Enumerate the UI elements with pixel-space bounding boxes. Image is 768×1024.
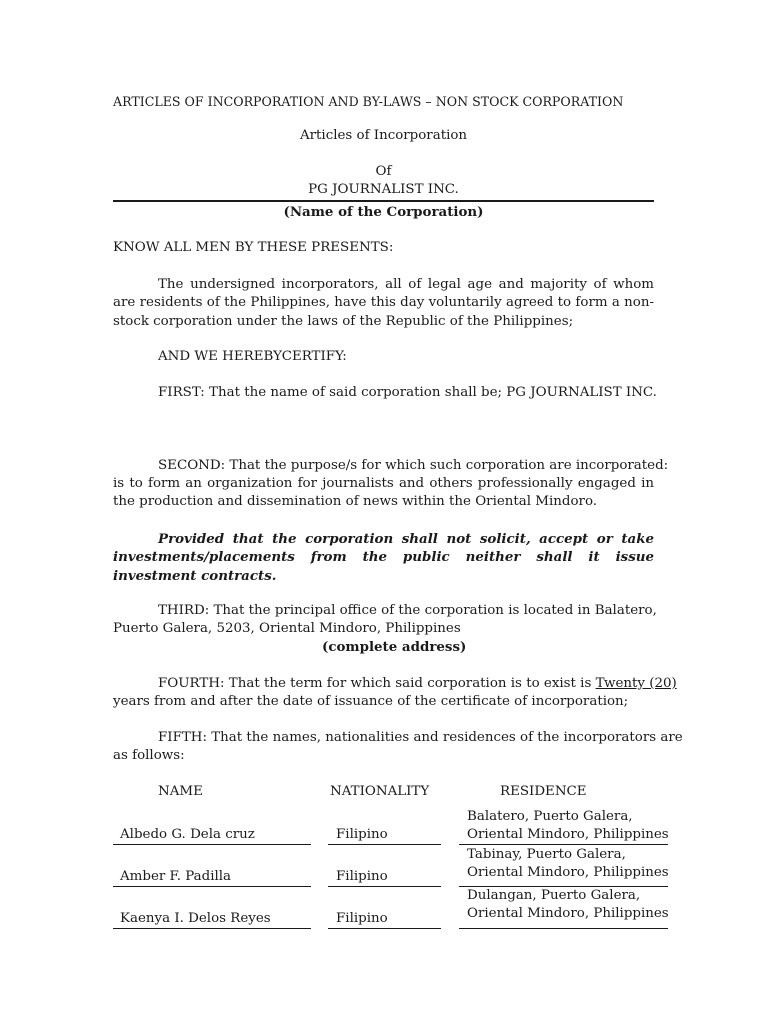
- incorporator-nationality: Filipino: [336, 869, 388, 884]
- col-header-residence: RESIDENCE: [500, 784, 587, 799]
- article-third-line2: Puerto Galera, 5203, Oriental Mindoro, Philippines: [113, 621, 461, 636]
- article-fourth-line1: [158, 675, 677, 693]
- know-all-heading: KNOW ALL MEN BY THESE PRESENTS:: [113, 240, 394, 255]
- document-title: Articles of Incorporation: [299, 128, 468, 143]
- article-third-line1: THIRD: That the principal office of the corporation is located in Balatero,: [158, 603, 657, 618]
- fourth-prefix: FOURTH: That the term for which said corporation is to exist is: [158, 676, 596, 691]
- incorporator-name: Kaenya I. Delos Reyes: [120, 911, 271, 926]
- article-fourth-line2: years from and after the date of issuance of the certificate of incorporation;: [113, 694, 629, 709]
- nationality-line: [328, 886, 441, 887]
- name-underline: [113, 200, 654, 202]
- article-fifth-line2: as follows:: [113, 748, 185, 763]
- certify-line: AND WE HEREBYCERTIFY:: [158, 349, 347, 364]
- incorporator-name: Amber F. Padilla: [120, 869, 232, 884]
- incorporator-nationality: Filipino: [336, 827, 388, 842]
- residence-line2: Oriental Mindoro, Philippines: [467, 827, 669, 842]
- incorporator-nationality: Filipino: [336, 911, 388, 926]
- residence-line: [459, 928, 668, 929]
- article-second-body: is to form an organization for journalists and others professionally engaged in the production and dissemination of news within the Oriental Mindoro.: [113, 476, 654, 510]
- corporation-name-caption: (Name of the Corporation): [283, 204, 484, 220]
- residence-line2: Oriental Mindoro, Philippines: [467, 906, 669, 921]
- name-signature-line: [113, 844, 311, 845]
- residence-line1: Balatero, Puerto Galera,: [467, 809, 633, 824]
- document-header: ARTICLES OF INCORPORATION AND BY-LAWS – NON STOCK CORPORATION: [113, 94, 624, 109]
- term-years: Twenty (20): [595, 676, 677, 691]
- intro-paragraph: The undersigned incorporators, all of legal age and majority of whom are residents of the Philippines, have this day voluntarily agreed to form a non-stock corporation under the laws of the Republic of the Philippines;: [113, 277, 654, 329]
- residence-line2: Oriental Mindoro, Philippines: [467, 865, 669, 880]
- nationality-line: [328, 844, 441, 845]
- corporation-name: PG JOURNALIST INC.: [308, 182, 459, 197]
- residence-line: [459, 844, 668, 845]
- col-header-name: NAME: [158, 784, 203, 799]
- incorporator-name: Albedo G. Dela cruz: [120, 827, 255, 842]
- residence-line1: Dulangan, Puerto Galera,: [467, 888, 641, 903]
- of-line: Of: [375, 164, 392, 179]
- article-second-intro: SECOND: That the purpose/s for which such corporation are incorporated:: [158, 458, 669, 473]
- proviso-paragraph: Provided that the corporation shall not solicit, accept or take investments/placements from the public neither shall it issue investment contracts.: [113, 531, 654, 584]
- residence-line1: Tabinay, Puerto Galera,: [467, 847, 626, 862]
- article-fifth-line1: FIFTH: That the names, nationalities and residences of the incorporators are: [158, 730, 683, 745]
- name-signature-line: [113, 928, 311, 929]
- address-caption: (complete address): [322, 639, 467, 655]
- nationality-line: [328, 928, 441, 929]
- name-signature-line: [113, 886, 311, 887]
- col-header-nationality: NATIONALITY: [330, 784, 430, 799]
- article-first: FIRST: That the name of said corporation shall be; PG JOURNALIST INC.: [158, 385, 657, 400]
